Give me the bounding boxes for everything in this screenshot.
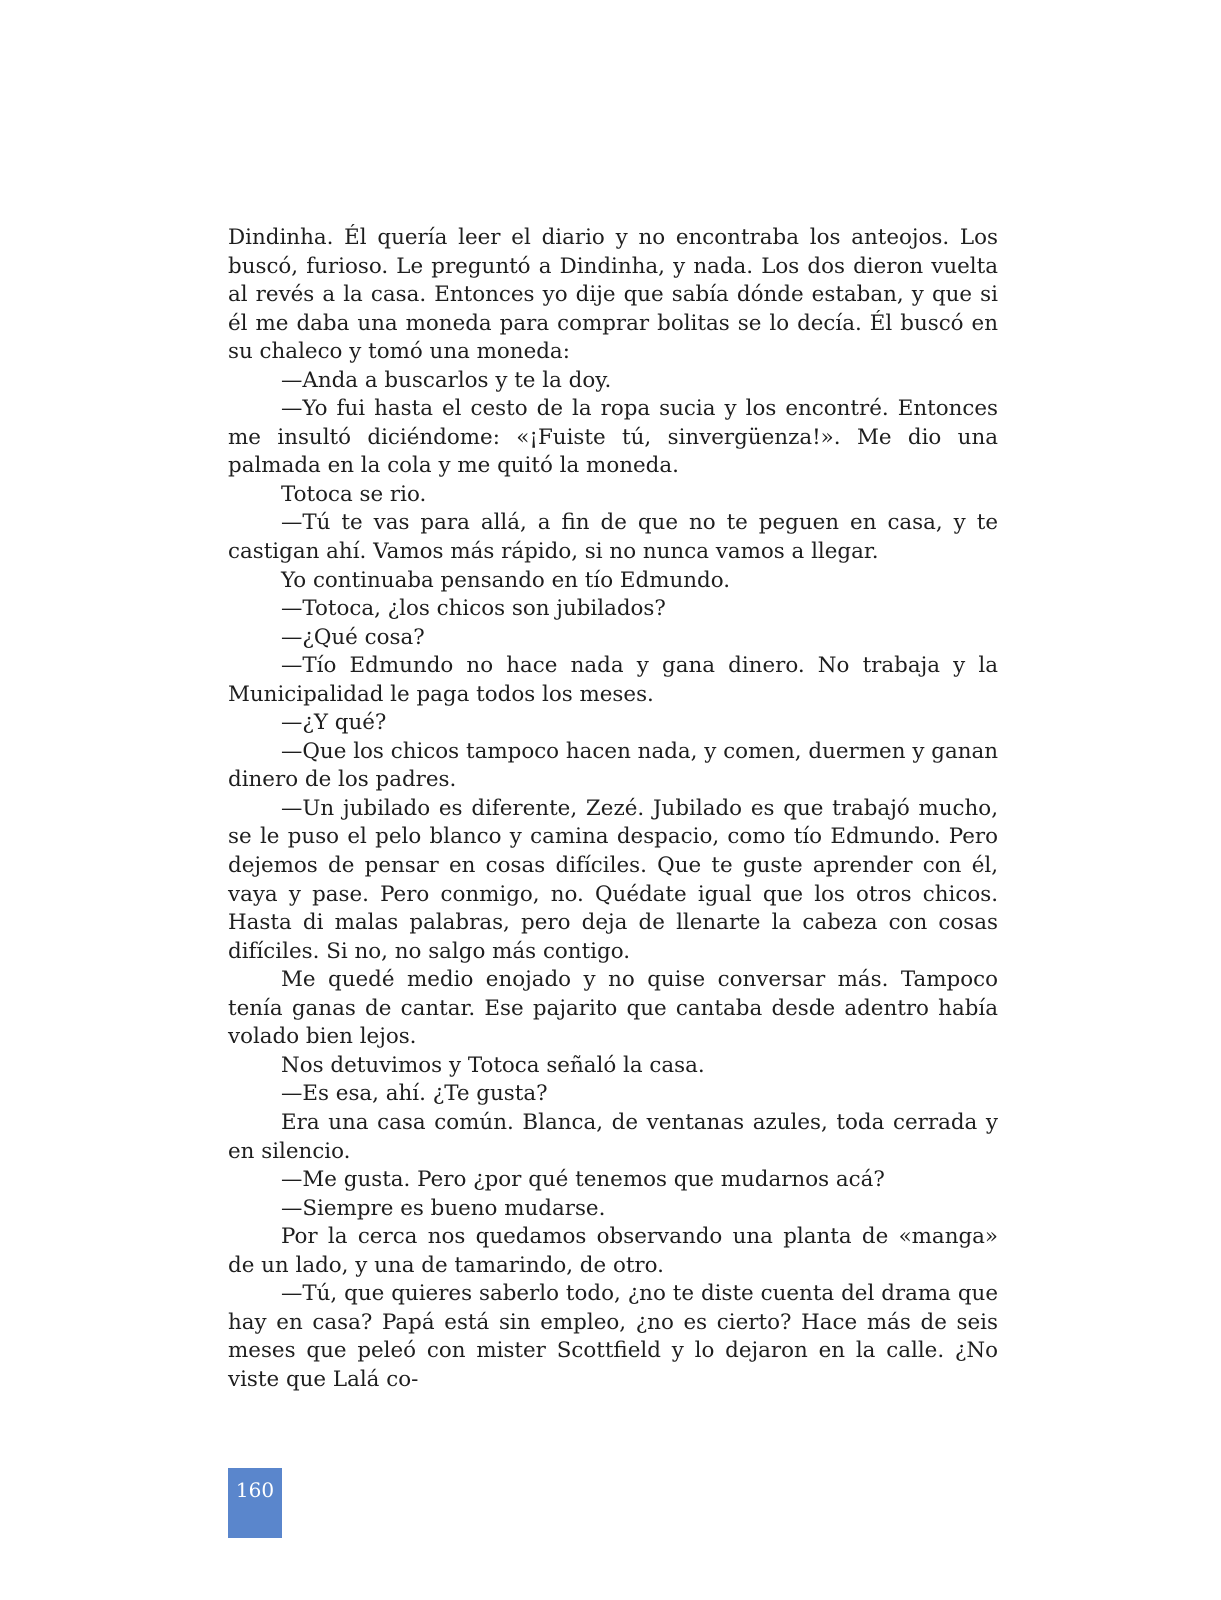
paragraph: Nos detuvimos y Totoca señaló la casa. (281, 1052, 705, 1078)
body-text (228, 224, 998, 1394)
paragraph: —Tío Edmundo no hace nada y gana dinero. No trabaja y la Municipalidad le paga todos los meses. (228, 653, 998, 707)
paragraph: —Anda a buscarlos y te la doy. (281, 367, 612, 393)
paragraph: —Siempre es bueno mudarse. (281, 1195, 606, 1221)
paragraph: —Tú te vas para allá, a fin de que no te peguen en casa, y te castigan ahí. Vamos más rápido, si no nunca vamos a llegar. (228, 510, 998, 565)
paragraph: Yo continuaba pensando en tío Edmundo. (281, 567, 731, 593)
paragraph: —Un jubilado es diferente, Zezé. Jubilado es que trabajó mucho, se le puso el pelo blanco y camina despacio, como tío Edmundo. Pero dejemos de pensar en cosas difíciles. Que te guste aprender con él, vaya y pase. Pero conmigo, no. Quédate igual que los otros chicos. Hasta di malas palabras, pero deja de llenarte la cabeza con cosas difíciles. Si no, no salgo más contigo. (228, 795, 998, 964)
paragraph: —Tú, que quieres saberlo todo, ¿no te diste cuenta del drama que hay en casa? Papá está sin empleo, ¿no es cierto? Hace más de seis meses que peleó con mister Scottfield y lo dejaron en la calle. ¿No viste que Lalá co- (228, 1281, 998, 1392)
paragraph: —Totoca, ¿los chicos son jubilados? (281, 596, 666, 622)
paragraph: —¿Qué cosa? (281, 624, 425, 650)
paragraph: Me quedé medio enojado y no quise conversar más. Tampoco tenía ganas de cantar. Ese pajarito que cantaba desde adentro había volado bien lejos. (228, 967, 998, 1050)
paragraph: Era una casa común. Blanca, de ventanas azules, toda cerrada y en silencio. (228, 1109, 998, 1164)
page-number: 160 (235, 1478, 275, 1502)
paragraph: Dindinha. Él quería leer el diario y no encontraba los anteojos. Los buscó, furioso. Le preguntó a Dindinha, y nada. Los dos dieron vuelta al revés a la casa. Entonces yo dije que sabía dónde estaban, y que si él me daba una moneda para comprar bolitas se lo decía. Él buscó en su chaleco y tomó una moneda: (228, 225, 998, 365)
page-number-tab (228, 1468, 282, 1538)
paragraph: Totoca se rio. (281, 481, 427, 507)
paragraph: —Es esa, ahí. ¿Te gusta? (281, 1081, 548, 1107)
paragraph: Por la cerca nos quedamos observando una planta de «manga» de un lado, y una de tamarindo, de otro. (228, 1224, 998, 1278)
paragraph: —Que los chicos tampoco hacen nada, y comen, duermen y ganan dinero de los padres. (228, 738, 998, 793)
paragraph: —Me gusta. Pero ¿por qué tenemos que mudarnos acá? (281, 1167, 885, 1193)
paragraph: —Yo fui hasta el cesto de la ropa sucia y los encontré. Entonces me insultó diciéndome: «¡Fuiste tú, sinvergüenza!». Me dio una palmada en la cola y me quitó la moneda. (228, 396, 998, 479)
paragraph: —¿Y qué? (281, 710, 387, 736)
